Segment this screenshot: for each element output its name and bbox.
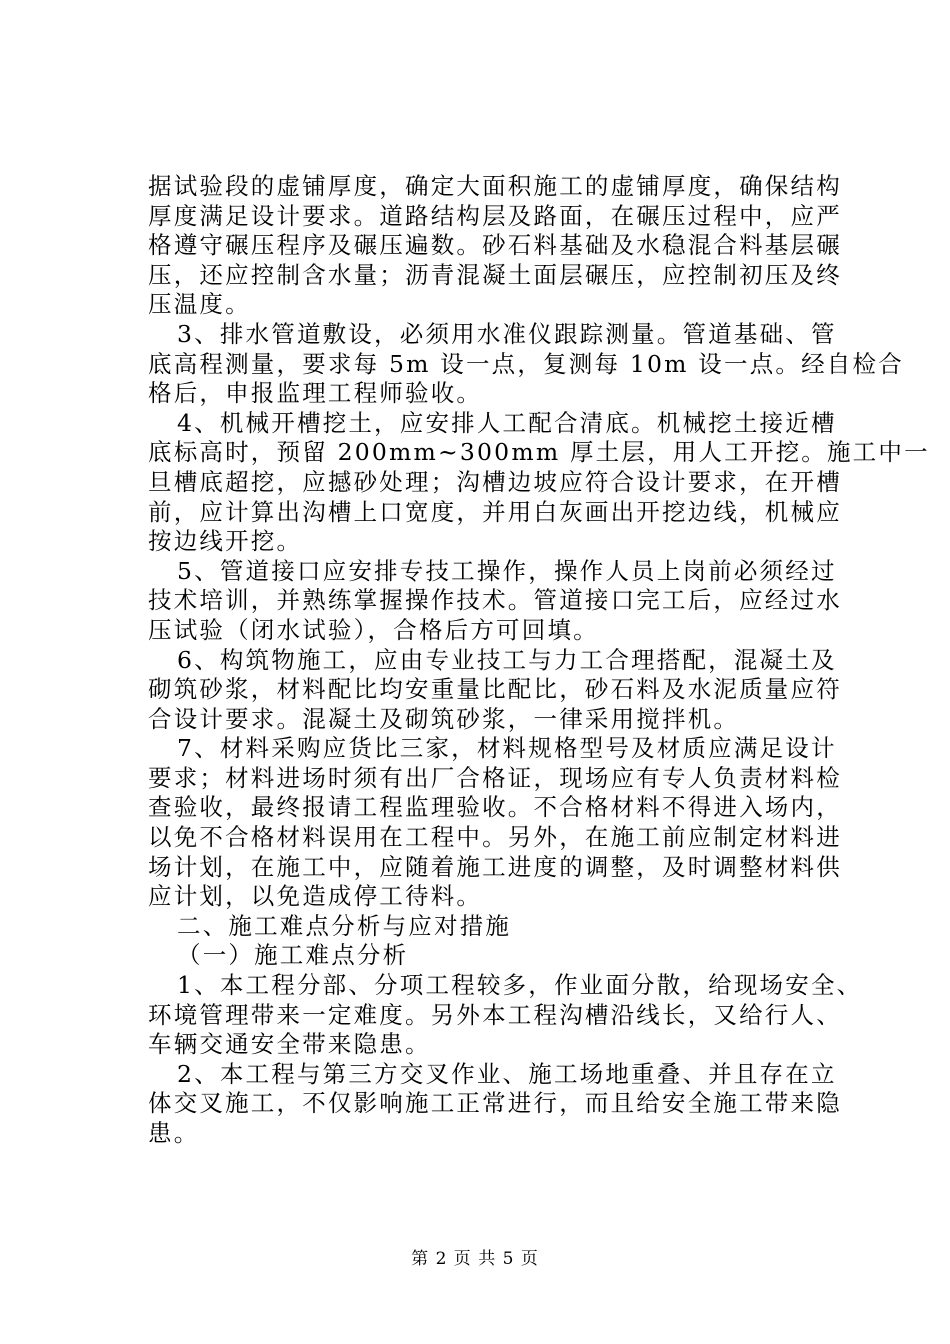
text-line: 据试验段的虚铺厚度，确定大面积施工的虚铺厚度，确保结构	[148, 172, 842, 200]
text-line: 格后，申报监理工程师验收。	[148, 379, 483, 408]
text-line: 应计划，以免造成停工待料。	[148, 882, 483, 911]
text-line: 2、本工程与第三方交叉作业、施工场地重叠、并且存在立	[177, 1059, 837, 1088]
text-line: 旦槽底超挖，应撼砂处理；沟槽边坡应符合设计要求，在开槽	[148, 467, 842, 496]
text-line: 底高程测量，要求每 5m 设一点，复测每 10m 设一点。经自检合	[148, 349, 904, 378]
text-line: 5、管道接口应安排专技工操作，操作人员上岗前必须经过	[177, 556, 837, 585]
text-line: 厚度满足设计要求。道路结构层及路面，在碾压过程中，应严	[148, 201, 842, 230]
text-line: 压温度。	[148, 290, 251, 319]
text-line: 压试验（闭水试验），合格后方可回填。	[148, 615, 599, 644]
text-line: 3、排水管道敷设，必须用水准仪跟踪测量。管道基础、管	[177, 319, 837, 348]
page-footer: 第 2 页 共 5 页	[411, 1249, 539, 1269]
document-body	[148, 172, 930, 1149]
text-line: 按边线开挖。	[148, 527, 303, 556]
text-line: 要求；材料进场时须有出厂合格证，现场应有专人负责材料检	[148, 763, 842, 792]
text-line: 车辆交通安全带来隐患。	[148, 1030, 431, 1059]
text-line: 7、材料采购应货比三家，材料规格型号及材质应满足设计	[177, 734, 837, 763]
text-line: 技术培训，并熟练掌握操作技术。管道接口完工后，应经过水	[148, 586, 842, 615]
text-line: 患。	[148, 1119, 200, 1147]
text-line: 二、施工难点分析与应对措施	[177, 911, 512, 940]
text-line: 查验收，最终报请工程监理验收。不合格材料不得进入场内，	[148, 793, 842, 822]
text-line: 合设计要求。混凝土及砌筑砂浆，一律采用搅拌机。	[148, 704, 740, 733]
text-line: 压，还应控制含水量；沥青混凝土面层碾压，应控制初压及终	[148, 260, 842, 289]
text-line: 格遵守碾压程序及碾压遍数。砂石料基础及水稳混合料基层碾	[148, 231, 842, 260]
text-line: 6、构筑物施工，应由专业技工与力工合理搭配，混凝土及	[177, 645, 837, 674]
text-line: 4、机械开槽挖土，应安排人工配合清底。机械挖土接近槽	[177, 408, 837, 437]
text-line: 场计划，在施工中，应随着施工进度的调整，及时调整材料供	[148, 852, 842, 881]
text-line: 1、本工程分部、分项工程较多，作业面分散，给现场安全、	[177, 971, 863, 1000]
text-line: （一）施工难点分析	[177, 941, 409, 970]
text-line: 环境管理带来一定难度。另外本工程沟槽沿线长，又给行人、	[148, 1000, 842, 1029]
text-line: 砌筑砂浆，材料配比均安重量比配比，砂石料及水泥质量应符	[148, 675, 842, 704]
text-line: 底标高时，预留 200mm~300mm 厚土层，用人工开挖。施工中一	[148, 438, 930, 467]
text-line: 体交叉施工，不仅影响施工正常进行，而且给安全施工带来隐	[148, 1089, 842, 1118]
text-line: 前，应计算出沟槽上口宽度，并用白灰画出开挖边线，机械应	[148, 497, 842, 526]
text-line: 以免不合格材料误用在工程中。另外，在施工前应制定材料进	[148, 823, 842, 852]
